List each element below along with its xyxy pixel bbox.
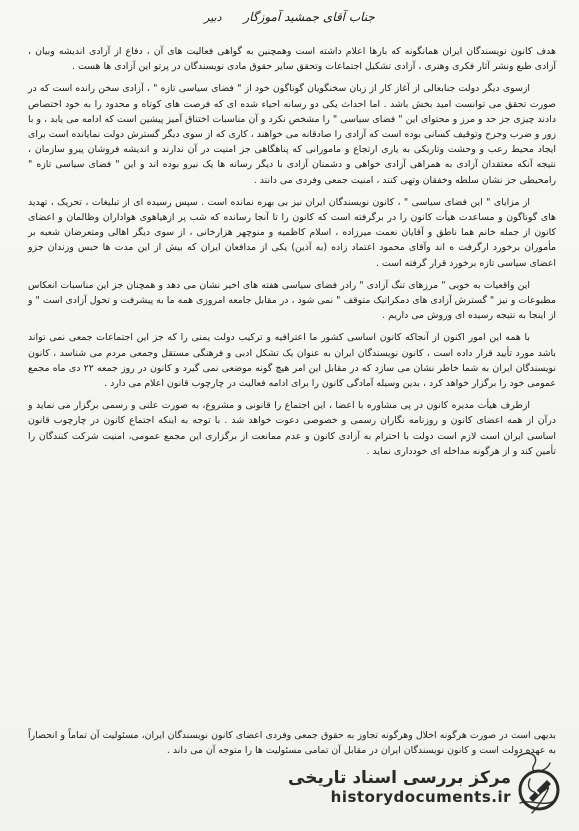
recipient-extra: دبیر xyxy=(204,11,222,24)
paragraph: از مزایای " این فضای سیاسی " ، کانون نویسندگان ایران نیز بی بهره نمانده است . سپس رسیده ای از تبلیغات ، تحریک ، تهدید های گوناگون و مساعدت هیأت کانون را در برگرفته است که کانون را تا آنجا رسانده که شب پر ازهیاهوی هواداران وظالمان و اعضای کانون از جمله خانم هما ناطق و آقایان نعمت میرزاده ، اسلام کاظمیه و منوچهر هزارخانی ، از سوی دیگر اهالی ومتعرضان شعبه بر مأموران برخورد ارگرفت ه اند وآقای محمود اعتماد زاده (به آذین) یکی از مدافعان ایران که بیش از این مدت ها حبس وزندان جزو اعضای سیاسی تازه برخورد قرار گرفته است . xyxy=(28,196,556,269)
paragraph: با همه این امور اکنون از آنجاکه کانون اساسی کشور ما اعترافیه و ترکیب دولت یمنی را که جز این اجتماعات جمعی نمی تواند باشد مورد تأیید قرار داده است ، کانون نویسندگان ایران به عنوان یک تشکل ادبی و فرهنگی مستقل وجمعی مردم می شناسد ، کانون نویسندگان ایران به شما خاطر نشان می سازد که در مقابل این امر هیچ گونه موضعی نمی گیرد و کانون در روز جمعه ۲۲ دی ماه مجمع عمومی خود را برگزار خواهد کرد ، بدین وسیله آمادگی کانون را برای ادامه فعالیت در چارچوب قانون اعلام می دارد . xyxy=(28,332,556,390)
paragraph: این واقعیات به خوبی " مرزهای تنگ آزادی " رادر فضای سیاسی هفته های اخیر نشان می دهد و همچنان جز این مناسبات انعکاس مطبوعات و نیز " گسترش آزادی های دمکراتیک متوقف " نمی شود ، در مقابل جامعه امروزی همه ما به پیشرفت و تحول آزادی است " و از اینجا به نتیجه رسیده ای وروش می داریم . xyxy=(28,279,556,322)
watermark-persian: مرکز بررسی اسناد تاریخی xyxy=(288,768,511,788)
watermark-url: historydocuments.ir xyxy=(330,788,511,806)
paragraph: ازسوی دیگر دولت جنابعالی از آغاز کار از زبان سخنگویان گوناگون خود از " فضای سیاسی تازه " ، آزادی سخن رانده است که در صورت تحقق می توانست امید بخش باشد . اما احداث یکی دو رسانه احیاء شده ای که فرصت های کوتاه و محدود را به خود اختصاص دادند چیزی جز حد و مرز و محتوای این " فضای سیاسی " را مشخص نکرد و آن مناسبات اختناق آمیز پیشین است که ادامه می یابد ، و با زور و ضرب وجرح وتوقیف کسانی بوده است که آزادی را صادقانه می خواهند ، کاری که از سوی دیگر گسترش دولت نمایانده است برای ایجاد محیط رعب و وحشت وتاریکی به یاری ارتجاع و مامورانی که پناهگاهی جز امنیت در آن ندارند و اندیشه فروشان پیرو سازمان ، نتیجه آنکه معتقدان آزادی به همراهی آزادی خواهی و دشمنان آزادی با دیگر رسانه ها یک نیرو بوده اند و این " فضای سیاسی تازه " رامحیطی جز نشان سلطه وخفقان وتهی کنند ، امنیت جمعی وفردی می دانند . xyxy=(28,83,556,186)
paragraph: هدف کانون نویسندگان ایران همانگونه که بارها اعلام داشته است وهمچنین به گواهی فعالیت های آن ، دفاع از آزادی اندیشه وبیان ، آزادی طبع ونشر آثار فکری وهنری ، آزادی تشکیل اجتماعات وتحقق سایر حقوق مادی نویسندگان در پرتو این آزادی ها هست . xyxy=(28,46,556,73)
archive-logo-icon xyxy=(517,768,561,812)
closing-paragraph: بدیهی است در صورت هرگونه اخلال وهرگونه تجاوز به حقوق جمعی وفردی اعضای کانون نویسندگان ایران، مسئولیت آن تماماً و انحصاراً به عهده دولت است و کانون نویسندگان ایران در مقابل آن تمامی مسئولیت ها را متوجه آن می داند . xyxy=(28,730,556,757)
recipient-title: جناب آقای جمشید آموزگار xyxy=(243,10,375,24)
paragraph: ازطرف هیأت مدیره کانون در پی مشاوره با اعضا ، این اجتماع را قانونی و مشروع، به صورت علنی و رسمی برگزار می نماید و درآن از همه اعضای کانون و روزنامه نگاران رسمی و خصوصی دعوت خواهد شد . با توجه به اینکه اجتماع کانون در چارچوب قانون اساسی ایران است لازم است دولت با احترام به آزادی کانون و عدم ممانعت از برگزاری این مجمع عمومی، امنیت شرکت کنندگان را تأمین کند و از هرگونه مداخله ای خودداری نماید . xyxy=(28,400,556,457)
letter-body xyxy=(28,44,556,466)
letter-header xyxy=(0,10,579,24)
archive-watermark xyxy=(288,768,511,806)
